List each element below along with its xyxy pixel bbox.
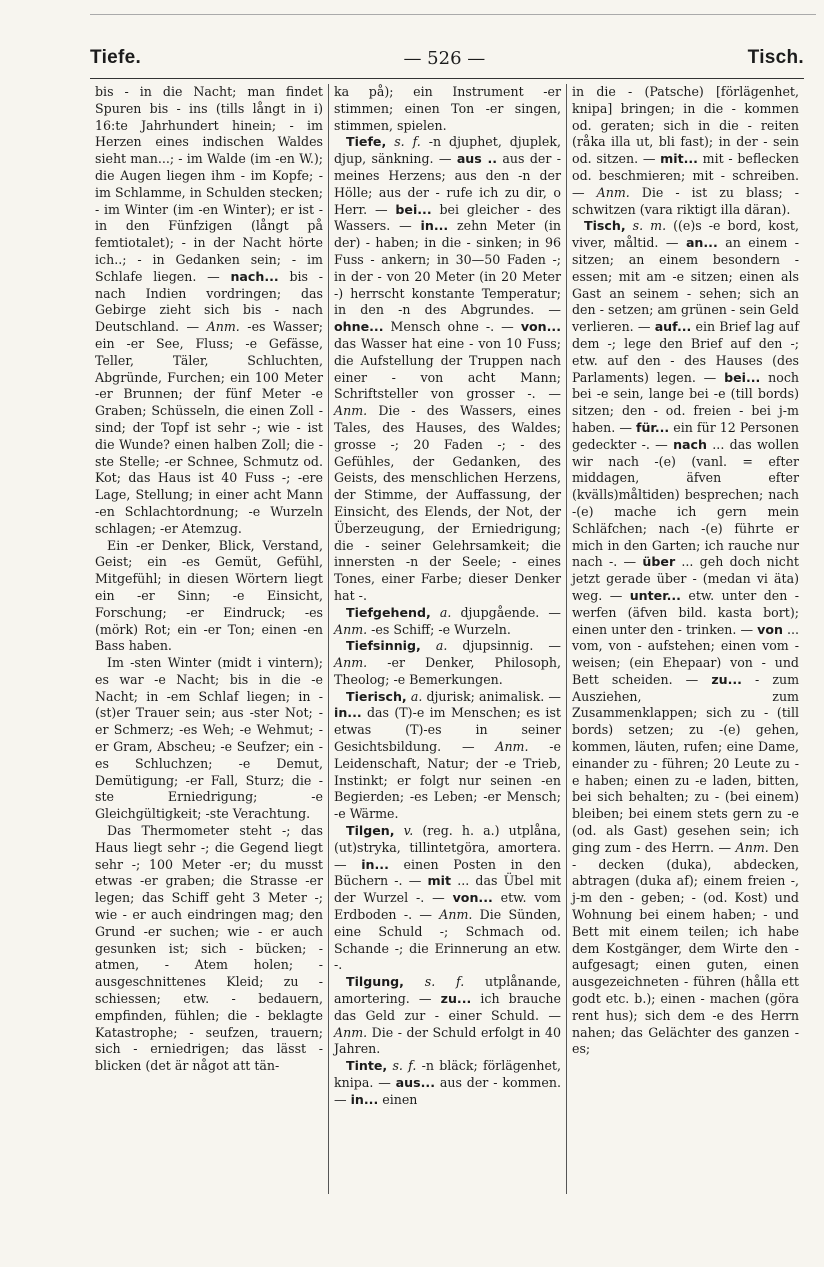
text-run: aus der - meines Herzens; aus den -n der Hölle; aus der - rufe ich zu dir, o Herr. — xyxy=(334,151,561,217)
headword-run: in... xyxy=(350,1091,379,1107)
text-run: ein für 12 Personen gedeckter -. — xyxy=(572,419,799,452)
text-run: mit - beflecken od. beschmieren; mit - schreiben. — xyxy=(572,151,799,200)
text-run: das (T)-e im Menschen; es ist etwas (T)-es in seiner Gesichtsbildung. — xyxy=(334,705,561,755)
text-run: -e Leidenschaft, Natur; der -e Trieb, Instinkt; er folgt nur seinen -en Begierden; -es Leben; -er Mensch; -e Wärme. xyxy=(334,739,561,822)
text-run: Die - ist zu blass; - schwitzen (vara riktigt illa däran). xyxy=(572,184,799,217)
paragraph xyxy=(572,84,799,218)
text-run: ... das Übel mit der Wurzel -. — xyxy=(334,873,561,906)
headword-run: Tilgen, xyxy=(346,823,395,839)
paragraph xyxy=(334,605,561,639)
paragraph xyxy=(334,974,561,1058)
text-run: Mensch ohne -. — xyxy=(383,319,521,335)
page-number: — 526 — xyxy=(403,47,486,69)
italic-run: s. m. xyxy=(632,218,667,234)
text-run: zehn Meter (in der) - haben; in die - sinken; in 96 Fuss - ankern; in 30—50 Faden -; in der - von 20 Meter (in 20 Meter -) herrscht konstante Temperatur; in den -n des Abgrundes. — xyxy=(334,218,561,318)
headword-run: mit... xyxy=(660,151,698,167)
text-run xyxy=(395,823,404,838)
text-run xyxy=(404,974,425,989)
headword-run: zu... xyxy=(711,671,742,687)
headword-run: über xyxy=(642,554,676,570)
text-run: -n djuphet, djuplek, djup, sänkning. — xyxy=(334,134,562,167)
headword-run: für... xyxy=(635,419,670,435)
text-run: ((e)s -e bord, kost, viver, måltid. — xyxy=(572,218,799,251)
headword-run: von xyxy=(757,621,783,637)
text-run xyxy=(626,218,633,233)
italic-run: a. xyxy=(439,604,452,620)
italic-run: a. xyxy=(410,688,423,704)
headword-run: unter... xyxy=(629,587,681,603)
italic-run: s. f. xyxy=(394,134,421,150)
italic-run: Anm. xyxy=(596,184,630,200)
text-run xyxy=(386,134,394,149)
italic-run: Anm. xyxy=(206,319,240,335)
headword-run: an... xyxy=(685,235,718,251)
text-run: Im -sten Winter (midt i vintern); es war -e Nacht; bis in die -e Nacht; in -em Schlaf liegen; in -(st)er Trauer sein; aus -ster Not; -er Schmerz; -es Weh; -e Wehmut; -er Gram, Abscheu; -e Seufzer; ein -es Schluchzen; -e Demut, Demütigung; -er Fall, Sturz; die -ste Erniedrigung; -e Gleichgültigkeit; -ste Verachtung. xyxy=(95,655,323,822)
paragraph xyxy=(334,1058,561,1108)
italic-run: a. xyxy=(435,638,448,654)
paragraph xyxy=(572,218,799,1058)
headword-run: Tilgung, xyxy=(346,974,404,990)
column-middle xyxy=(328,84,566,1194)
headword-run: aus... xyxy=(395,1075,435,1091)
italic-run: Anm. xyxy=(735,839,769,855)
headword-run: in... xyxy=(420,218,449,234)
italic-run: Anm. xyxy=(334,1024,368,1040)
text-run: einen xyxy=(378,1091,418,1107)
headword-run: Tiefsinnig, xyxy=(346,638,421,654)
text-run xyxy=(431,605,440,620)
text-run: Das Thermometer steht -; das Haus liegt sehr -; die Gegend liegt sehr -; 100 Meter -er; du musst etwas -er graben; die Strasse -er legen; das Schiff geht 3 Meter -; wie - er auch eindringen mag; den Grund -er suchen; wie - er auch gesunken ist; sich - bücken; - atmen, - Atem holen; - ausgeschnittenes Kleid; zu - schiessen; etw. - bedauern, empfinden, fühlen; die - beklagte Katastrophe; - seufzen, trauern; sich - erniedrigen; das lässt - blicken (det är något att tän- xyxy=(95,823,323,1074)
headword-run: in... xyxy=(334,705,362,721)
italic-run: Anm. xyxy=(495,739,529,755)
paragraph xyxy=(334,638,561,688)
column-left xyxy=(90,84,328,1194)
text-run: (reg. h. a.) utplåna, (ut)stryka, tillintetgöra, amortera. — xyxy=(334,823,561,872)
text-run: ein Brief lag auf dem -; lege den Brief auf den -; etw. auf den - des Hauses (des Parlaments) legen. — xyxy=(572,319,799,385)
headword-run: zu... xyxy=(440,991,472,1007)
italic-run: Anm. xyxy=(334,655,368,671)
text-run: djupsinnig. — xyxy=(447,638,561,654)
top-edge-line xyxy=(90,14,816,15)
header-rule xyxy=(90,78,804,79)
italic-run: Anm. xyxy=(334,403,368,419)
italic-run: Anm. xyxy=(334,621,368,637)
paragraph xyxy=(95,84,323,538)
text-run: - zum Ausziehen, zum Zusammenklappen; sich zu - (till bords) setzen; zu -(e) gehen, kommen, läuten, rufen; eine Dame, einander zu - führen; 20 Leute zu -e haben; einen zu -e laden, bitten, bei sich behalten; zu - (bei einem) bleiben; bei einem stets gern zu -e (od. als Gast) gesehen sein; ich ging zum - des Herrn. — xyxy=(572,671,800,855)
headword-run: in... xyxy=(361,856,389,872)
text-run: -er Denker, Philosoph, Theolog; -e Bemerkungen. xyxy=(334,655,561,687)
text-run: ... vom, von - aufstehen; einen vom - weisen; (ein Ehepaar) von - und Bett scheiden. — xyxy=(572,621,799,687)
headword-run: ohne... xyxy=(334,319,384,335)
headword-run: Tinte, xyxy=(346,1058,388,1074)
headword-run: Tierisch, xyxy=(346,688,407,704)
italic-run: s. f. xyxy=(424,974,465,990)
text-run: aus der - kommen. — xyxy=(334,1075,561,1107)
text-run: ich brauche das Geld zur - einer Schuld. — xyxy=(334,991,561,1023)
text-run: ... das wollen wir nach -(e) (vanl. = efter middagen, äfven efter (kvälls)måltiden) besprechen; nach -(e) mache ich gern mein Schläfchen; nach -(e) führte er mich in den Garten; ich rauche nur nach -. — xyxy=(572,436,799,570)
text-run: an einem - sitzen; an einem besondern - essen; mit am -e sitzen; einen als Gast an seinem - sehen; sich an den - setzen; am grünen - sein Geld verlieren. — xyxy=(572,235,799,335)
italic-run: v. xyxy=(403,823,414,839)
text-run: -n bläck; förlägenhet, knipa. — xyxy=(334,1058,561,1091)
right-headword: Tisch. xyxy=(747,47,804,68)
text-columns xyxy=(90,84,804,1194)
headword-run: mit xyxy=(427,873,452,889)
paragraph xyxy=(334,134,561,604)
paragraph xyxy=(95,655,323,823)
left-headword: Tiefe. xyxy=(90,47,142,68)
text-run: einen Posten in den Büchern -. — xyxy=(334,856,561,889)
headword-run: Tisch, xyxy=(584,218,626,234)
paragraph xyxy=(95,538,323,656)
text-run: djupgående. — xyxy=(451,604,561,620)
headword-run: von... xyxy=(520,319,561,335)
text-run: -es Schiff; -e Wurzeln. xyxy=(367,621,511,637)
text-run: etw. unter den - werfen (äfven bild. kasta bort); einen unter den - trinken. — xyxy=(572,587,800,637)
paragraph xyxy=(334,823,561,974)
italic-run: s. f. xyxy=(392,1058,417,1074)
headword-run: Tiefe, xyxy=(346,134,387,150)
italic-run: Anm. xyxy=(439,907,473,923)
text-run: Ein -er Denker, Blick, Verstand, Geist; ein -es Gemüt, Gefühl, Mitgefühl; in diesen Wörtern liegt ein -er Sinn; -e Einsicht, Forschung; -er Eindruck; -es (mörk) Rot; ein -er Ton; einen -en Bass haben. xyxy=(95,537,323,654)
text-run: Den - decken (duka), abdecken, abtragen (duka af); einem freien -, j-m den - geben; - (od. Kost) und Wohnung bei einem haben; - und Bett mit einem teilen; ich habe dem Kostgänger, dem Wirte den - aufgesagt; einen guten, einen ausgezeichneten - führen (hålla ett godt etc. b.); einen - machen (göra rent hus); sich dem -e des Herrn nahen; das Gelächter des ganzen -es; xyxy=(572,839,800,1057)
text-run: djurisk; animalisk. — xyxy=(422,688,561,704)
text-run: ka på); ein Instrument -er stimmen; einen Ton -er singen, stimmen, spielen. xyxy=(334,84,561,133)
headword-run: bei... xyxy=(395,201,432,217)
text-run: noch bei -e sein, lange bei -e (till bords) sitzen; den - od. freien - bei j-m haben. — xyxy=(572,369,799,435)
text-run xyxy=(421,638,436,653)
text-run: Die Sünden, eine Schuld -; Schmach od. Schande -; die Erinnerung an etw. -. xyxy=(334,907,561,973)
paragraph xyxy=(334,84,561,134)
headword-run: auf... xyxy=(654,319,692,335)
text-run: Die - der Schuld erfolgt in 40 Jahren. xyxy=(334,1024,561,1057)
text-run: utplånande, amortering. — xyxy=(334,974,561,1007)
headword-run: Tiefgehend, xyxy=(346,604,431,620)
headword-run: nach xyxy=(673,436,707,452)
column-right xyxy=(566,84,804,1194)
text-run: in die - (Patsche) [förlägenhet, knipa] bringen; in die - kommen od. geraten; sich in die - reiten (råka illa ut, bli fast); in der - sein od. sitzen. — xyxy=(572,84,799,167)
text-run: ... geh doch nicht jetzt gerade über - (medan vi äta) weg. — xyxy=(572,554,799,603)
headword-run: aus .. xyxy=(456,151,498,167)
text-run: bis - nach Indien vordringen; das Gebirge zieht sich bis - nach Deutschland. — xyxy=(95,268,323,335)
text-run: bis - in die Nacht; man findet Spuren bis - ins (tills långt in i) 16:te Jahrhundert hinein; - im Herzen eines indischen Waldes sieht man...; - im Walde (im -en W.); die Augen liegen ihm - im Kopfe; - im Schlamme, in Schulden stecken; - im Winter (im -en Winter); er ist - in den Fünfzigen (långt på femtiotalet); - in der Nacht hörte ich..; - in Gedanken sein; - im Schlafe liegen. — xyxy=(95,84,323,284)
paragraph xyxy=(95,823,323,1075)
headword-run: nach... xyxy=(230,268,279,284)
text-run: -es Wasser; ein -er See, Fluss; -e Gefässe, Teller, Täler, Schluchten, Abgründe, Furchen; ein 100 Meter -er Brunnen; der fünf Meter -e Graben; Schüsseln, die einen Zoll - sind; der Topf ist sehr -; wie - ist die Wunde? einen halben Zoll; die -ste Stelle; -er Schnee, Schmutz od. Kot; das Haus ist 40 Fuss -; -ere Lage, Stellung; in einer acht Mann -en Schlachtordnung; -e Wurzeln schlagen; -er Atemzug. xyxy=(95,319,323,536)
headword-run: bei... xyxy=(724,369,761,385)
text-run: etw. vom Erdboden -. — xyxy=(334,890,561,923)
running-header xyxy=(90,38,804,78)
text-run: das Wasser hat eine - von 10 Fuss; die Aufstellung der Truppen nach einer - von acht Mann; Schriftsteller von grosser -. — xyxy=(334,335,561,402)
text-run: Die - des Wassers, eines Tales, des Hauses, des Waldes; grosse -; 20 Faden -; - des Gefühles, der Gedanken, des Geists, des menschlichen Herzens, der Stimme, der Auffassung, der Einsicht, des Elends, der Not, der Überzeugung, der Erniedrigung; die - seiner Gelehrsamkeit; die innersten -n der Seele; - eines Tones, einer Farbe; dieser Denker hat -. xyxy=(334,403,561,603)
text-run: bei gleicher - des Wassers. — xyxy=(334,201,561,234)
headword-run: von... xyxy=(452,890,493,906)
paragraph xyxy=(334,689,561,823)
